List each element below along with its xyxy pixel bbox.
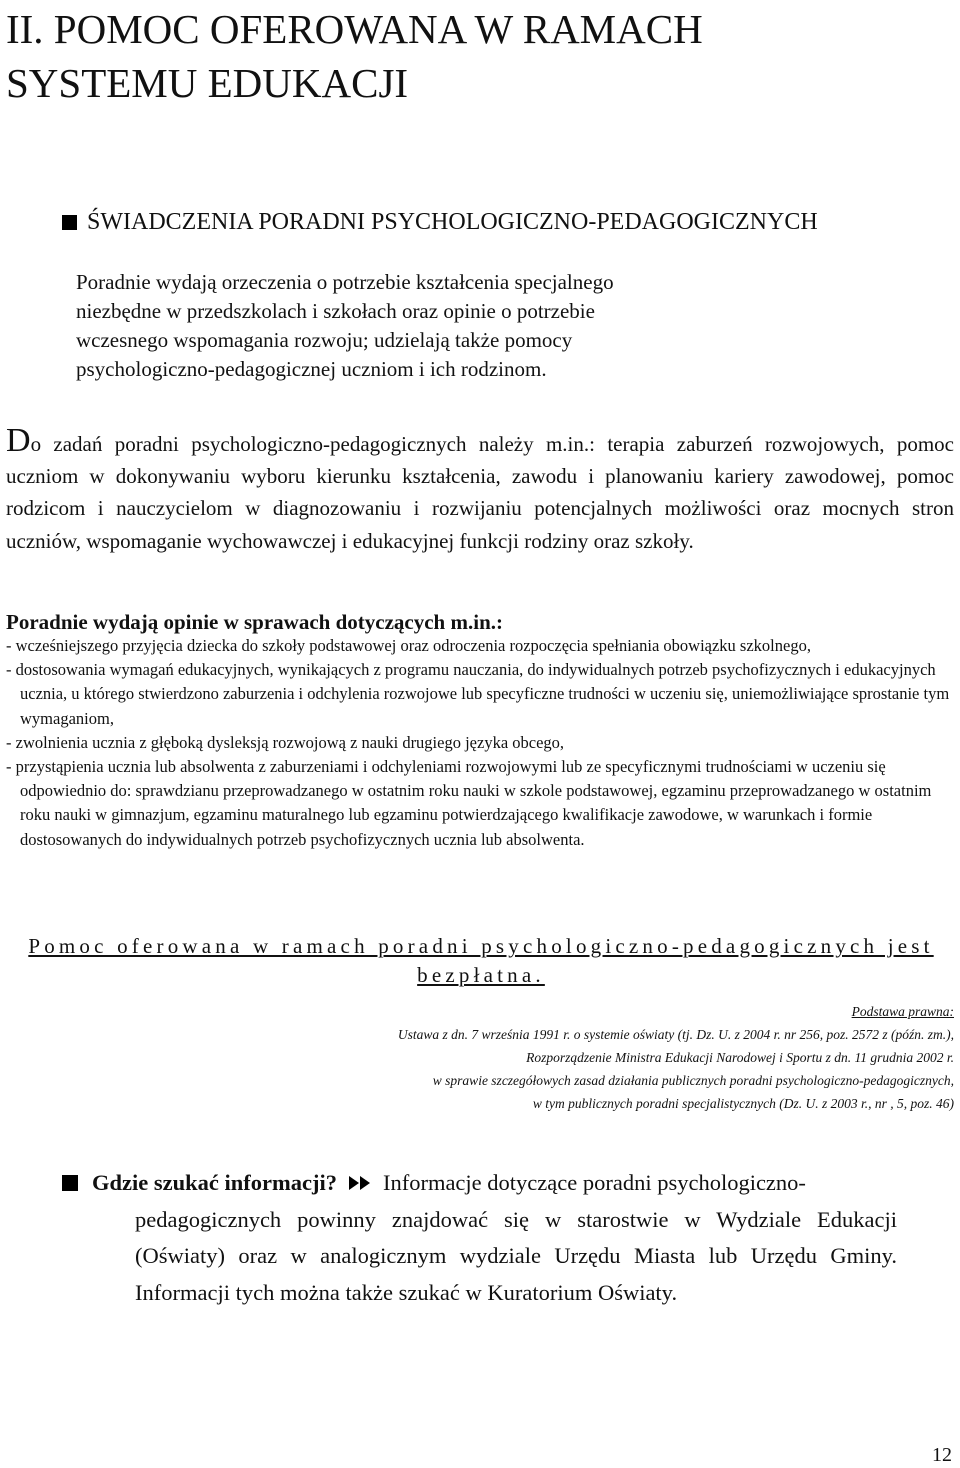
double-arrow-right-icon — [349, 1174, 373, 1192]
tasks-text: o zadań poradni psychologiczno-pedagogicznych należy m.in.: terapia zaburzeń rozwojowych, pomoc uczniom w dokonywaniu wyboru kierunku kształcenia, zawodu i planowaniu kariery zawodowej, pomoc rodzicom i nauczycielom w diagnozowaniu i rozwijaniu potencjalnych możliwości oraz mocnych stron uczniów, wspomaganie wychowawczej i edukacyjnej funkcji rodziny oraz szkoły. — [6, 432, 954, 553]
where-rest-text: pedagogicznych powinny znajdować się w starostwie w Wydziale Edukacji (Oświaty) oraz w analogicznym wydziale Urzędu Miasta lub Urzędu Gminy. Informacji tych można także szukać w Kuratorium Oświaty. — [135, 1206, 897, 1305]
list-item: - przystąpienia ucznia lub absolwenta z zaburzeniami i odchyleniami rozwojowymi lub ze specyficznymi trudnościami w uczeniu się odpowiednio do: sprawdzianu przeprowadzanego w ostatnim roku nauki w szkole podstawowej, egzaminu przeprowadzanego w ostatnim roku nauki w gimnazjum, egzaminu maturalnego lub egzaminu potwierdzającego kwalifikacje zawodowe, w warunkach i formie dostosowanych do indywidualnych potrzeb psychofizycznych ucznia lub absolwenta. — [6, 757, 932, 849]
black-square-bullet-icon — [62, 215, 77, 230]
drop-initial: D — [6, 422, 31, 459]
intro-line: Poradnie wydają orzeczenia o potrzebie kształcenia specjalnego — [76, 270, 614, 294]
intro-line: wczesnego wspomagania rozwoju; udzielają także pomocy — [76, 328, 573, 352]
legal-basis-label: Podstawa prawna: — [851, 1004, 954, 1019]
page-number: 12 — [932, 1444, 952, 1466]
free-of-charge-notice — [6, 932, 956, 990]
free-notice-line-1: Pomoc oferowana w ramach poradni psychologiczno-pedagogicznych jest — [28, 934, 934, 958]
list-item: - zwolnienia ucznia z głęboką dysleksją rozwojową z nauki drugiego języka obcego, — [6, 732, 565, 752]
intro-paragraph — [76, 268, 776, 384]
opinions-heading: Poradnie wydają opinie w sprawach dotyczących m.in.: — [6, 610, 503, 634]
where-to-look-section — [62, 1165, 897, 1311]
legal-line: w sprawie szczegółowych zasad działania publicznych poradni psychologiczno-pedagogicznych, — [432, 1073, 954, 1088]
black-square-bullet-icon — [62, 1175, 78, 1191]
legal-line: Ustawa z dn. 7 września 1991 r. o systemie oświaty (tj. Dz. U. z 2004 r. nr 256, poz. 2572 z (późn. zm.), — [397, 1027, 954, 1042]
free-notice-line-2: bezpłatna. — [417, 963, 545, 987]
where-question: Gdzie szukać informacji? — [92, 1170, 337, 1195]
opinions-list — [6, 634, 956, 852]
section-heading-text: ŚWIADCZENIA PORADNI PSYCHOLOGICZNO-PEDAGOGICZNYCH — [87, 209, 818, 235]
intro-line: psychologiczno-pedagogicznej uczniom i ich rodzinom. — [76, 357, 547, 381]
where-first-text: Informacje dotyczące poradni psychologiczno- — [382, 1170, 806, 1195]
legal-line: w tym publicznych poradni specjalistycznych (Dz. U. z 2003 r., nr , 5, poz. 46) — [532, 1096, 954, 1111]
where-first-line — [62, 1165, 897, 1202]
list-item: - dostosowania wymagań edukacyjnych, wynikających z programu nauczania, do indywidualnych potrzeb psychofizycznych i edukacyjnych ucznia, u którego stwierdzono zaburzenia i odchylenia rozwojowe lub specyficzne trudności w uczeniu się, uniemożliwiające sprostanie tym wymaganiom, — [6, 660, 950, 728]
intro-line: niezbędne w przedszkolach i szkołach oraz opinie o potrzebie — [76, 299, 595, 323]
title-line-1: II. POMOC OFEROWANA W RAMACH — [6, 6, 703, 52]
section-heading-services — [62, 206, 818, 238]
legal-basis — [398, 1000, 954, 1115]
legal-line: Rozporządzenie Ministra Edukacji Narodowej i Sportu z dn. 11 grudnia 2002 r. — [526, 1050, 954, 1065]
tasks-paragraph — [6, 422, 954, 557]
title-line-2: SYSTEMU EDUKACJI — [6, 60, 409, 106]
page-title — [6, 2, 703, 110]
list-item: - wcześniejszego przyjęcia dziecka do szkoły podstawowej oraz odroczenia rozpoczęcia spełniania obowiązku szkolnego, — [6, 636, 811, 655]
